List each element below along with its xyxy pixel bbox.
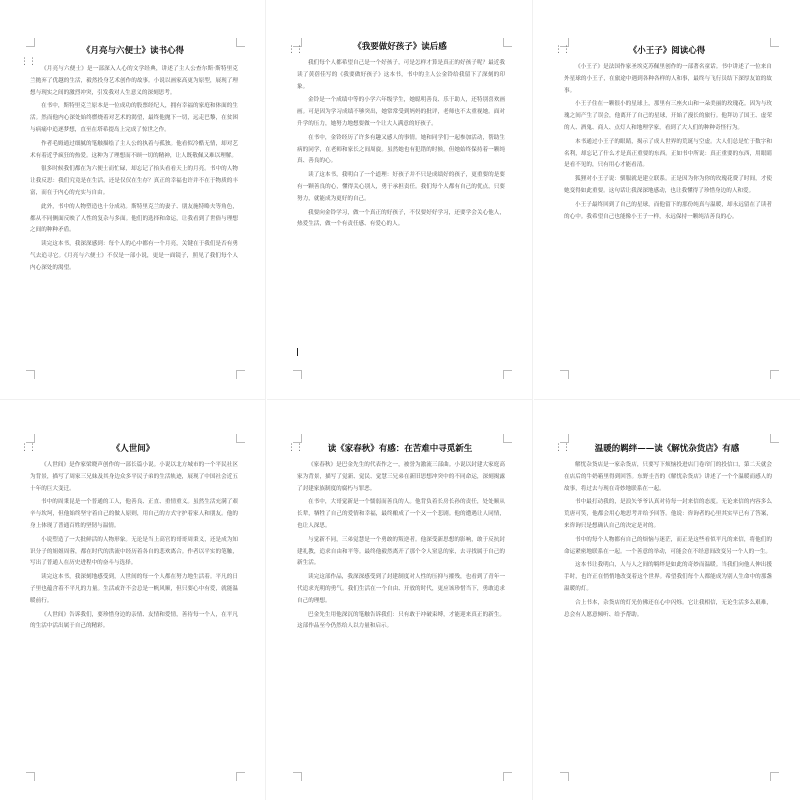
crop-mark bbox=[503, 772, 512, 781]
document-page-6 bbox=[534, 400, 800, 800]
paragraph: 这本书让我明白，人与人之间的羁绊是如此的奇妙而温暖。当我们向他人伸出援手时，也许正在悄悄地改变着这个世界。希望我们每个人都能成为别人生命中的那盏温暖的灯。 bbox=[564, 562, 772, 592]
crop-mark bbox=[26, 370, 35, 379]
crop-mark bbox=[770, 38, 779, 47]
paragraph: 小王子最终回到了自己的星球，而他留下的那份纯真与温暖，却永远留在了读者的心中。我希望自己也能像小王子一样，永远保持一颗纯洁善良的心。 bbox=[564, 201, 772, 220]
document-page-4 bbox=[0, 400, 266, 800]
crop-mark bbox=[26, 772, 35, 781]
paragraph: 读完这本书，我深深感到：每个人的心中都有一个月亮，关键在于我们是否有勇气去追寻它。《月亮与六便士》不仅是一部小说，更是一面镜子，照见了我们每个人内心深处的渴望。 bbox=[30, 241, 238, 271]
text-cursor bbox=[297, 348, 298, 356]
paragraph: 书中的周秉昆是一个普通的工人，他善良、正直、重情重义。虽然生活充满了艰辛与坎坷，但他始终坚守着自己的做人原则，用自己的方式守护着家人和朋友。他的身上体现了普通百姓的坚韧与温情。 bbox=[30, 499, 238, 529]
paragraph: 书中的每个人物都有自己的烦恼与迷茫，而正是这些看似平凡的来信，将他们的命运紧密地联系在一起。一个善意的举动，可能会在不经意间改变另一个人的一生。 bbox=[564, 536, 772, 555]
drag-handle-icon[interactable]: ⋮⋮ bbox=[554, 45, 570, 55]
page-title: 读《家春秋》有感：在苦难中寻觅新生 bbox=[327, 444, 473, 454]
paragraph: 金铃是一个成绩中等的小学六年级学生，她聪明善良、乐于助人，还特别喜欢画画。可是因为学习成绩不够突出，她常常受到妈妈的批评，老师也不太重视她。面对升学的压力，她努力地想要做一个让大人满意的好孩子。 bbox=[297, 97, 505, 127]
page-title: 《小王子》阅读心得 bbox=[628, 46, 706, 56]
crop-mark bbox=[560, 772, 569, 781]
paragraph: 巴金先生用他深沉的笔触告诉我们：只有敢于冲破束缚，才能迎来真正的新生。这部作品至今仍然给人以力量和启示。 bbox=[297, 611, 505, 630]
crop-mark bbox=[236, 434, 245, 443]
crop-mark bbox=[503, 370, 512, 379]
drag-handle-icon[interactable]: ⋮⋮ bbox=[287, 443, 303, 453]
page-body bbox=[30, 64, 238, 277]
drag-handle-icon[interactable]: ⋮⋮ bbox=[20, 57, 36, 67]
page-body bbox=[564, 62, 772, 225]
document-page-1 bbox=[0, 0, 266, 400]
paragraph: 《家春秋》是巴金先生的代表作之一，被誉为激流三部曲。小说以封建大家庭高家为背景，描写了觉新、觉民、觉慧三兄弟在新旧思想冲突中的不同命运，深刻揭露了封建家族制度的腐朽与罪恶。 bbox=[297, 462, 505, 492]
paragraph: 作者毛姆通过细腻的笔触描绘了主人公的执着与孤独。他看似冷酷无情，却对艺术有着近乎疯狂的热爱。这种为了理想而不顾一切的精神，让人既敬佩又难以理解。 bbox=[30, 140, 238, 159]
page-body bbox=[564, 460, 772, 623]
drag-handle-icon[interactable]: ⋮⋮ bbox=[287, 45, 303, 55]
crop-mark bbox=[236, 38, 245, 47]
paragraph: 《小王子》是法国作家圣埃克苏佩里创作的一部著名童话。书中讲述了一位来自外星球的小王子，在旅途中遇到各种各样的人和事，最终与飞行员结下深厚友谊的故事。 bbox=[564, 64, 772, 94]
paragraph: 在书中，大哥觉新是一个懦弱而善良的人。他背负着长房长孙的责任，处处顺从长辈，牺牲了自己的爱情和幸福，最终酿成了一个又一个悲剧。他的遭遇让人同情，也让人深思。 bbox=[297, 499, 505, 529]
paragraph: 在书中，斯特里克兰原本是一位成功的股票经纪人，拥有幸福的家庭和体面的生活。然而他内心深处始终燃烧着对艺术的渴望，最终他抛下一切，远走巴黎，在贫困与病痛中追逐梦想，直至在塔希提岛上完成了惊世之作。 bbox=[30, 103, 238, 133]
paragraph: 狐狸对小王子说：驯服就是建立联系。正是因为你为你的玫瑰花费了时间，才使她变得如此重要。这句话让我深深地感动，也让我懂得了珍惜身边的人和爱。 bbox=[564, 176, 772, 194]
paragraph: 很多时候我们都在为六便士而忙碌，却忘记了抬头看看天上的月亮。书中的人物让我反思：我们究竟是在生活，还是仅仅在生存？真正的幸福也许并不在于物质的丰富，而在于内心的充实与自由。 bbox=[30, 166, 238, 196]
paragraph: 此外，书中的人物塑造也十分成功。斯特里克兰的妻子、朋友施特略夫等角色，都从不同侧面反映了人性的复杂与多面。他们的选择和命运，让我看到了世俗与理想之间的种种矛盾。 bbox=[30, 203, 238, 234]
paragraph: 《月亮与六便士》是一部深入人心的文学经典，讲述了主人公查尔斯·斯特里克兰抛弃了优越的生活，毅然投身艺术创作的故事。小说以画家高更为原型，展现了理想与现实之间的激烈冲突，引发我对人生意义的深刻思考。 bbox=[30, 66, 238, 96]
crop-mark bbox=[770, 434, 779, 443]
page-body bbox=[297, 58, 505, 233]
paragraph: 读了这本书，我明白了一个道理：好孩子并不只是成绩好的孩子，更重要的是要有一颗善良的心，懂得关心别人，勇于承担责任。我们每个人都有自己的优点，只要努力，就能成为更好的自己。 bbox=[297, 172, 505, 202]
paragraph: 《人世间》是作家梁晓声创作的一部长篇小说。小说以北方城市的一个平民社区为背景，描写了周家三兄妹及其身边众多平民子弟的生活轨迹，展现了中国社会近五十年的巨大变迁。 bbox=[30, 462, 238, 492]
page-body bbox=[30, 460, 238, 635]
document-page-5 bbox=[267, 400, 533, 800]
document-page-3 bbox=[534, 0, 800, 400]
drag-handle-icon[interactable]: ⋮⋮ bbox=[20, 443, 36, 453]
page-title: 《我要做好孩子》读后感 bbox=[353, 42, 447, 52]
paragraph: 读完这部作品，我深深感受到了封建制度对人性的压抑与摧残，也看到了青年一代追求光明的勇气。我们生活在一个自由、开放的时代，更应该珍惜当下，勇敢追求自己的理想。 bbox=[297, 574, 505, 604]
crop-mark bbox=[236, 772, 245, 781]
page-body bbox=[297, 460, 505, 635]
paragraph: 小王子住在一颗很小的星球上，那里有三座火山和一朵美丽的玫瑰花。因为与玫瑰之间产生了误会，他离开了自己的星球，开始了漫长的旅行。他拜访了国王、虚荣的人、酒鬼、商人、点灯人和地理学家，看到了大人们的种种奇怪行为。 bbox=[564, 101, 772, 131]
crop-mark bbox=[503, 38, 512, 47]
paragraph: 我要向金铃学习，做一个真正的好孩子，不仅要好好学习，还要学会关心他人，热爱生活，做一个有责任感、有爱心的人。 bbox=[297, 209, 505, 228]
crop-mark bbox=[293, 772, 302, 781]
paragraph: 本书通过小王子的眼睛，揭示了成人世界的荒诞与空虚。大人们总是忙于数字和名利，却忘记了什么才是真正重要的东西。正如书中所说：真正重要的东西，用眼睛是看不见的，只有用心才能看清。 bbox=[564, 138, 772, 169]
paragraph: 在书中，金铃经历了许多有趣又感人的事情。她和同学们一起参加活动，帮助生病的同学，在老师和家长之间周旋。虽然她也有犯错的时候，但她始终保持着一颗纯真、善良的心。 bbox=[297, 134, 505, 165]
drag-handle-icon[interactable]: ⋮⋮ bbox=[554, 443, 570, 453]
crop-mark bbox=[560, 370, 569, 379]
paragraph: 我们每个人都希望自己是一个好孩子，可是怎样才算是真正的好孩子呢？最近我读了黄蓓佳写的《我要做好孩子》这本书，书中的主人公金铃给我留下了深刻的印象。 bbox=[297, 60, 505, 90]
crop-mark bbox=[770, 772, 779, 781]
page-title: 《人世间》 bbox=[111, 444, 155, 454]
page-title: 温暖的羁绊——读《解忧杂货店》有感 bbox=[594, 444, 740, 454]
paragraph: 《人世间》告诉我们，要珍惜身边的亲情、友情和爱情，善待每一个人，在平凡的生活中活出属于自己的精彩。 bbox=[30, 611, 238, 630]
paragraph: 读完这本书，我深刻地感受到，人世间的每一个人都在努力地生活着。平凡的日子里也蕴含着不平凡的力量。生活或许不会总是一帆风顺，但只要心中有爱，就能温暖前行。 bbox=[30, 574, 238, 604]
crop-mark bbox=[293, 370, 302, 379]
crop-mark bbox=[503, 434, 512, 443]
paragraph: 合上书本，杂货店的灯光仿佛还在心中闪烁。它让我相信，无论生活多么艰难，总会有人愿意倾听、给予帮助。 bbox=[564, 599, 772, 618]
paragraph: 书中最打动我的，是浪矢爷爷认真对待每一封来信的态度。无论来信的内容多么荒唐可笑，他都会用心地思考并给予回答。他说：咨询者的心里其实早已有了答案，来咨询只是想确认自己的决定是对的。 bbox=[564, 499, 772, 529]
paragraph: 解忧杂货店是一家杂货店，只要写下烦恼投进店门卷帘门的投信口，第二天就会在店后的牛奶箱里得到回答。东野圭吾的《解忧杂货店》讲述了一个个温暖而感人的故事，将过去与现在奇妙地联系在一起。 bbox=[564, 462, 772, 492]
crop-mark bbox=[770, 370, 779, 379]
crop-mark bbox=[236, 370, 245, 379]
paragraph: 小说塑造了一大批鲜活的人物形象。无论是当上高官的哥哥周秉义，还是成为知识分子的姐姐周蓉，都在时代的洪流中经历着各自的悲欢离合。作者以平实的笔触，写出了普通人在历史进程中的奋斗与选择。 bbox=[30, 536, 238, 567]
page-title: 《月亮与六便士》读书心得 bbox=[81, 46, 184, 56]
document-page-2 bbox=[267, 0, 533, 400]
paragraph: 与觉新不同，三弟觉慧是一个勇敢的叛逆者。他深受新思想的影响，敢于反抗封建礼教，追求自由和平等。最终他毅然离开了那个令人窒息的家，去寻找属于自己的新生活。 bbox=[297, 536, 505, 567]
